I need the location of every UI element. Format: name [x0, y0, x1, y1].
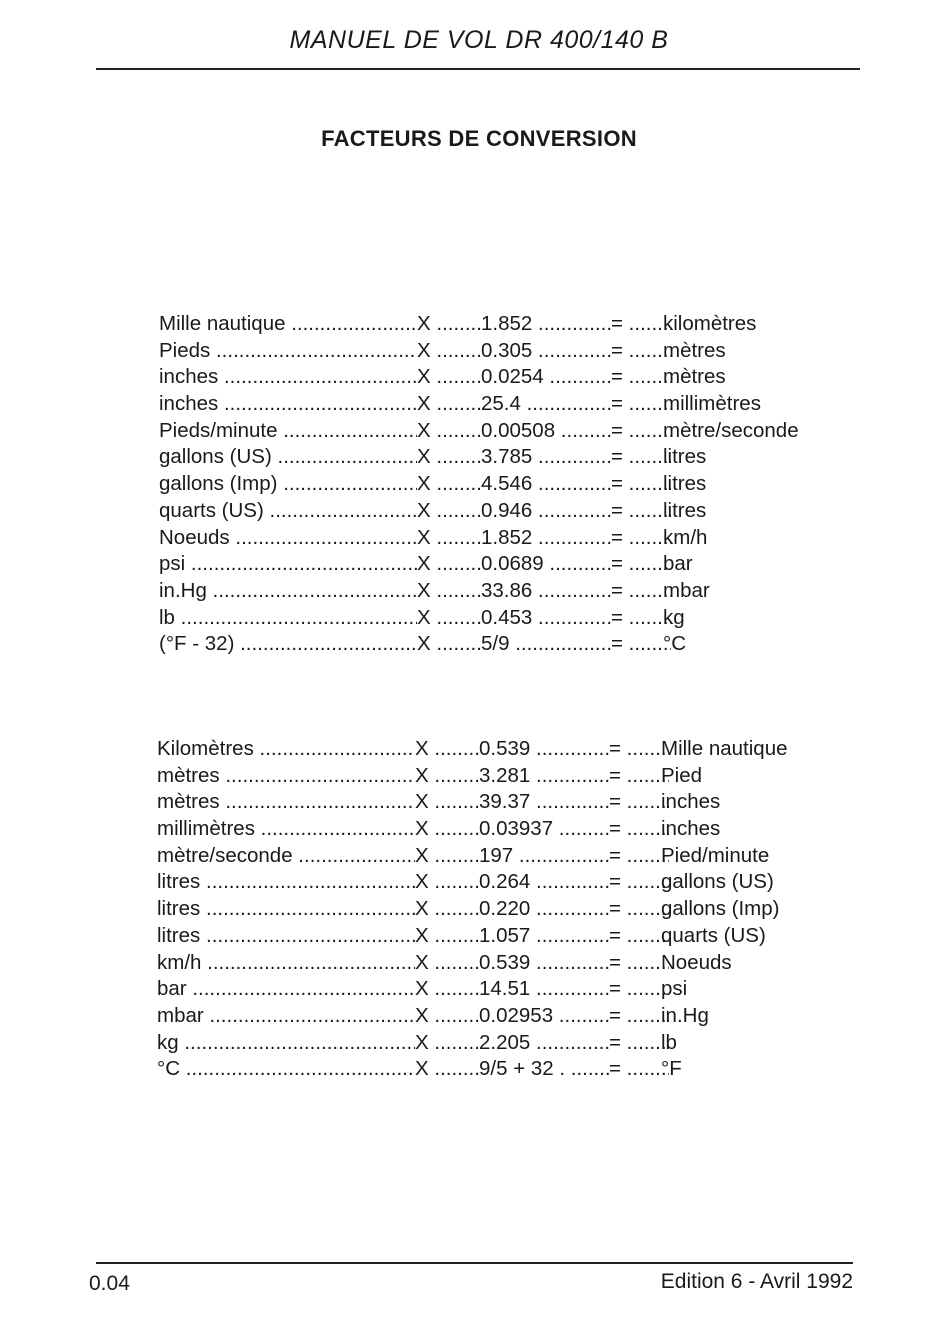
- conversion-to-unit: quarts (US): [661, 923, 766, 947]
- equals-sign: = .....: [609, 951, 669, 975]
- conversion-from-unit: Pieds .....: [159, 339, 417, 363]
- multiply-sign: X .....: [417, 552, 481, 576]
- equals-sign: = .....: [611, 419, 671, 443]
- equals-sign: = .....: [609, 764, 669, 788]
- equals-sign: = .....: [611, 339, 671, 363]
- conversion-factor: 14.51 .....: [479, 977, 609, 1001]
- conversion-from-unit: millimètres .....: [157, 817, 415, 841]
- multiply-sign: X .....: [417, 632, 481, 656]
- equals-sign: = .....: [609, 844, 669, 868]
- conversion-factor: 4.546 .....: [481, 472, 611, 496]
- conversion-to-unit: inches: [661, 817, 721, 841]
- multiply-sign: X .....: [415, 951, 479, 975]
- multiply-sign: X .....: [417, 499, 481, 523]
- equals-sign: = .....: [609, 977, 669, 1001]
- multiply-sign: X .....: [417, 365, 481, 389]
- conversion-to-unit: bar: [663, 552, 693, 576]
- conversion-factor: 0.0254 .....: [481, 365, 611, 389]
- multiply-sign: X .....: [415, 924, 479, 948]
- equals-sign: = .....: [609, 1004, 669, 1028]
- conversion-from-unit: quarts (US) .....: [159, 499, 417, 523]
- equals-sign: = .....: [611, 445, 671, 469]
- conversion-to-unit: mètres: [663, 365, 726, 389]
- conversion-factor: 0.946 .....: [481, 499, 611, 523]
- conversion-from-unit: litres .....: [157, 897, 415, 921]
- multiply-sign: X .....: [417, 339, 481, 363]
- multiply-sign: X .....: [417, 606, 481, 630]
- conversion-factor: 0.305 .....: [481, 339, 611, 363]
- conversion-factor: 0.453 .....: [481, 606, 611, 630]
- edition-date: Edition 6 - Avril 1992: [660, 1270, 853, 1293]
- conversion-factor: 33.86 .....: [481, 579, 611, 603]
- equals-sign: = .....: [609, 897, 669, 921]
- multiply-sign: X .....: [417, 472, 481, 496]
- conversion-to-unit: km/h: [663, 525, 708, 549]
- equals-sign: = .....: [611, 552, 671, 576]
- conversion-to-unit: inches: [661, 790, 721, 814]
- multiply-sign: X .....: [415, 737, 479, 761]
- conversion-from-unit: gallons (US) .....: [159, 445, 417, 469]
- multiply-sign: X .....: [417, 312, 481, 336]
- conversion-from-unit: litres .....: [157, 924, 415, 948]
- multiply-sign: X .....: [415, 1031, 479, 1055]
- conversion-to-unit: mètre/seconde: [663, 418, 799, 442]
- conversion-factor: 2.205 .....: [479, 1031, 609, 1055]
- equals-sign: = .....: [611, 632, 671, 656]
- conversion-to-unit: in.Hg: [661, 1003, 709, 1027]
- conversion-to-unit: Noeuds: [661, 950, 732, 974]
- conversion-from-unit: Noeuds .....: [159, 526, 417, 550]
- page-number: 0.04: [89, 1272, 130, 1295]
- conversion-factor: 3.785 .....: [481, 445, 611, 469]
- equals-sign: = .....: [611, 579, 671, 603]
- multiply-sign: X .....: [417, 579, 481, 603]
- equals-sign: = .....: [609, 790, 669, 814]
- conversion-to-unit: gallons (Imp): [661, 897, 780, 921]
- conversion-from-unit: °C .....: [157, 1057, 415, 1081]
- conversion-factor: 0.00508 .....: [481, 419, 611, 443]
- equals-sign: = .....: [609, 1057, 669, 1081]
- conversion-to-unit: gallons (US): [661, 870, 774, 894]
- manual-title: MANUEL DE VOL DR 400/140 B: [289, 26, 669, 54]
- conversion-factor: 1.852 .....: [481, 312, 611, 336]
- conversion-from-unit: psi .....: [159, 552, 417, 576]
- conversion-to-unit: lb: [661, 1030, 677, 1054]
- multiply-sign: X .....: [417, 526, 481, 550]
- conversion-factor: 9/5 + 32 . .....: [479, 1057, 609, 1081]
- conversion-from-unit: mètre/seconde .....: [157, 844, 415, 868]
- equals-sign: = .....: [609, 924, 669, 948]
- conversion-factor: 1.852 .....: [481, 526, 611, 550]
- equals-sign: = .....: [611, 392, 671, 416]
- equals-sign: = .....: [611, 365, 671, 389]
- conversion-to-unit: Pied/minute: [661, 843, 770, 867]
- multiply-sign: X .....: [415, 1057, 479, 1081]
- conversion-to-unit: kilomètres: [663, 312, 757, 335]
- conversion-from-unit: km/h .....: [157, 951, 415, 975]
- conversion-from-unit: mètres .....: [157, 790, 415, 814]
- conversion-factor: 5/9 .....: [481, 632, 611, 656]
- conversion-factor: 0.03937 .....: [479, 817, 609, 841]
- multiply-sign: X .....: [415, 977, 479, 1001]
- conversion-to-unit: mbar: [663, 578, 710, 602]
- multiply-sign: X .....: [415, 870, 479, 894]
- equals-sign: = .....: [611, 526, 671, 550]
- conversion-from-unit: mbar .....: [157, 1004, 415, 1028]
- conversion-from-unit: Pieds/minute .....: [159, 419, 417, 443]
- conversion-to-unit: °F: [661, 1057, 682, 1081]
- equals-sign: = .....: [609, 870, 669, 894]
- multiply-sign: X .....: [415, 1004, 479, 1028]
- conversion-from-unit: kg .....: [157, 1031, 415, 1055]
- multiply-sign: X .....: [415, 897, 479, 921]
- conversion-from-unit: litres .....: [157, 870, 415, 894]
- equals-sign: = .....: [611, 499, 671, 523]
- header-divider: [96, 68, 860, 70]
- multiply-sign: X .....: [415, 817, 479, 841]
- conversion-to-unit: Mille nautique: [661, 737, 788, 760]
- conversion-to-unit: kg: [663, 605, 685, 629]
- equals-sign: = .....: [611, 312, 671, 336]
- conversion-from-unit: (°F - 32) .....: [159, 632, 417, 656]
- conversion-from-unit: inches .....: [159, 365, 417, 389]
- conversion-to-unit: millimètres: [663, 392, 761, 416]
- conversion-from-unit: lb .....: [159, 606, 417, 630]
- multiply-sign: X .....: [417, 392, 481, 416]
- equals-sign: = .....: [611, 606, 671, 630]
- conversion-to-unit: Pied: [661, 763, 703, 787]
- conversion-factor: 1.057 .....: [479, 924, 609, 948]
- conversion-factor: 39.37 .....: [479, 790, 609, 814]
- conversion-to-unit: mètres: [663, 338, 726, 362]
- multiply-sign: X .....: [417, 445, 481, 469]
- conversion-to-unit: psi: [661, 977, 688, 1001]
- conversion-from-unit: gallons (Imp) .....: [159, 472, 417, 496]
- multiply-sign: X .....: [415, 844, 479, 868]
- conversion-to-unit: °C: [663, 632, 687, 656]
- conversion-from-unit: Mille nautique .....: [159, 312, 417, 336]
- conversion-factor: 0.02953 .....: [479, 1004, 609, 1028]
- equals-sign: = .....: [611, 472, 671, 496]
- multiply-sign: X .....: [415, 764, 479, 788]
- equals-sign: = .....: [609, 817, 669, 841]
- conversion-from-unit: Kilomètres .....: [157, 737, 415, 761]
- multiply-sign: X .....: [417, 419, 481, 443]
- conversion-from-unit: bar .....: [157, 977, 415, 1001]
- equals-sign: = .....: [609, 1031, 669, 1055]
- multiply-sign: X .....: [415, 790, 479, 814]
- conversion-to-unit: litres: [663, 498, 707, 522]
- section-title: FACTEURS DE CONVERSION: [321, 126, 637, 151]
- conversion-from-unit: in.Hg .....: [159, 579, 417, 603]
- conversion-factor: 25.4 .....: [481, 392, 611, 416]
- conversion-factor: 3.281 .....: [479, 764, 609, 788]
- conversion-from-unit: mètres .....: [157, 764, 415, 788]
- conversion-factor: 0.220 .....: [479, 897, 609, 921]
- conversion-factor: 0.539 .....: [479, 951, 609, 975]
- conversion-to-unit: litres: [663, 445, 707, 469]
- conversion-factor: 197 .....: [479, 844, 609, 868]
- footer-divider: [96, 1262, 853, 1264]
- conversion-factor: 0.539 .....: [479, 737, 609, 761]
- conversion-factor: 0.264 .....: [479, 870, 609, 894]
- conversion-from-unit: inches .....: [159, 392, 417, 416]
- conversion-to-unit: litres: [663, 472, 707, 496]
- equals-sign: = .....: [609, 737, 669, 761]
- conversion-factor: 0.0689 .....: [481, 552, 611, 576]
